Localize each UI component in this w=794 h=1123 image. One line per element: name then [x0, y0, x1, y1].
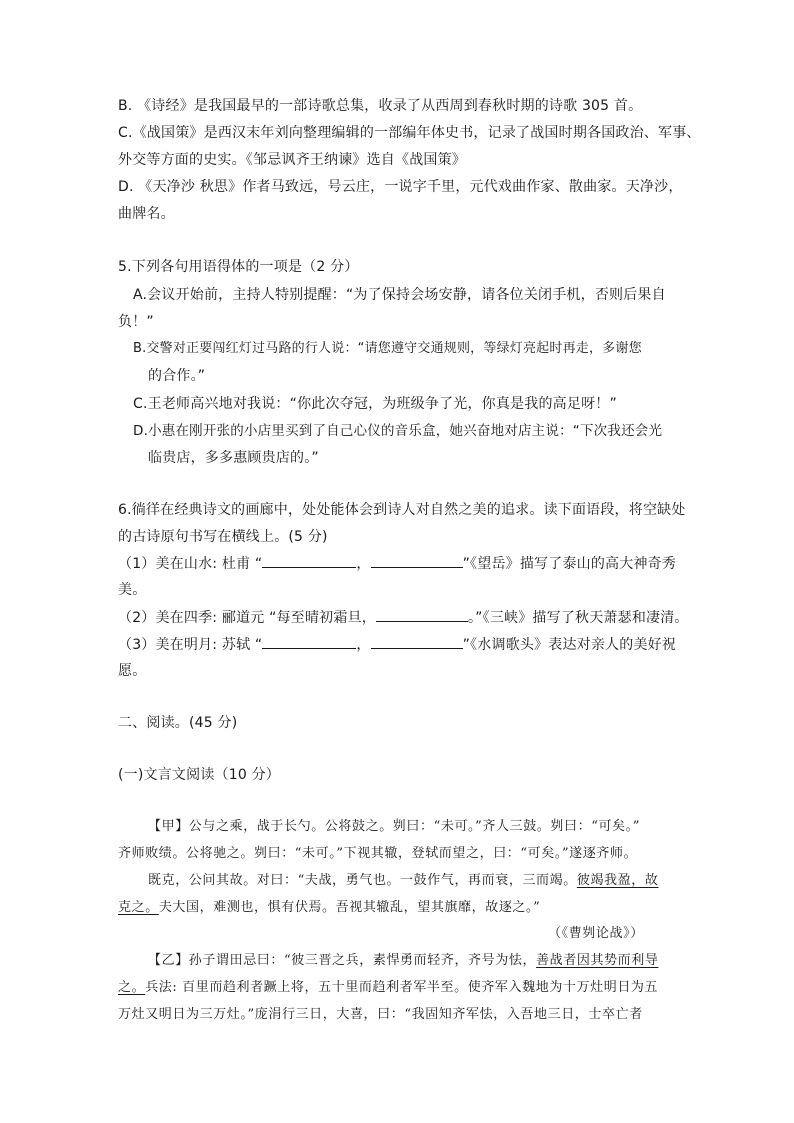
subsection-classical-heading: (一)文言文阅读（10 分）: [118, 767, 280, 783]
question-6-line-1: 6.徜徉在经典诗文的画廊中，处处能体会到诗人对自然之美的追求。读下面语段，将空缺处: [118, 502, 686, 518]
passage-jia-line-3-text: 既克，公问其故。对曰：“夫战，勇气也。一鼓作气，再而衰，三而竭。: [148, 873, 577, 888]
q5-option-a-line-1: A.会议开始前，主持人特别提醒：“为了保持会场安静，请各位关闭手机，否则后果自: [133, 287, 666, 303]
passage-jia-line-4: [118, 898, 540, 918]
q6-item-1-blank-1[interactable]: [262, 553, 356, 568]
q6-item-1-suffix: ”《望岳》描写了泰山的高大神奇秀: [462, 556, 677, 572]
option-d-line-2: 曲牌名。: [118, 206, 175, 222]
q6-item-3-blank-1[interactable]: [262, 634, 356, 649]
passage-jia-line-1: 【甲】公与之乘，战于长勺。公将鼓之。刿曰：“未可。”齐人三鼓。刿曰：“可矣。”: [148, 819, 640, 834]
passage-yi-line-1-text: 【乙】孙子谓田忌曰：“彼三晋之兵，素悍勇而轻齐，齐号为怯，: [148, 953, 537, 968]
q6-item-3-blank-2[interactable]: [371, 634, 463, 649]
question-5-title: 5.下列各句用语得体的一项是（2 分）: [118, 259, 359, 275]
q6-item-2-blank[interactable]: [376, 607, 468, 622]
passage-yi-line-2-text: 兵法: 百里而趋利者蹶上将，五十里而趋利者军半至。使齐军入魏地为十万灶明日为五: [145, 980, 659, 995]
q6-item-3-suffix: ”《水调歌头》表达对亲人的美好祝: [462, 637, 677, 653]
underlined-sentence-jia-part-2: 克之。: [118, 900, 159, 915]
section-2-heading: 二、阅读。(45 分): [118, 715, 238, 731]
underlined-sentence-yi-part-2: 之。: [118, 980, 146, 995]
passage-yi-line-2: [118, 978, 658, 998]
passage-jia-source: （《曹刿论战》）: [548, 926, 644, 941]
passage-yi-line-1: [148, 951, 658, 971]
q5-option-c-line: C.王老师高兴地对我说：“你此次夺冠，为班级争了光，你真是我的高足呀！”: [133, 396, 617, 412]
q6-item-3-comma: ，: [356, 637, 371, 653]
q5-option-b-line-2: 的合作。”: [148, 368, 206, 384]
q5-option-a-line-2: 负！”: [118, 314, 154, 330]
q6-item-1-line-1: [118, 553, 676, 574]
q6-item-2-line: [118, 607, 689, 628]
q6-item-3-line-1: [118, 634, 676, 655]
passage-jia-line-3: [148, 871, 658, 891]
passage-yi-line-3: 万灶又明日为三万灶。”庞涓行三日，大喜，曰：“我固知齐军怯，入吾地三日，士卒亡者: [118, 1007, 643, 1022]
q6-item-3-line-2: 愿。: [118, 663, 147, 679]
q5-option-b-line-1: B.交警对正要闯红灯过马路的行人说：“请您遵守交通规则，等绿灯亮起时再走，多谢您: [133, 341, 642, 356]
q5-option-d-line-2: 临贵店，多多惠顾贵店的。”: [148, 450, 319, 466]
option-d-line-1: D. 《天净沙 秋思》作者马致远，号云庄，一说字千里，元代戏曲作家、散曲家。天净沙，: [118, 179, 683, 195]
q6-item-2-suffix: 。”《三峡》描写了秋天萧瑟和凄清。: [467, 610, 689, 626]
q6-item-1-line-2: 美。: [118, 582, 147, 598]
option-b-line: B. 《诗经》是我国最早的一部诗歌总集，收录了从西周到春秋时期的诗歌 305 首。: [118, 98, 643, 114]
question-6-line-2: 的古诗原句书写在横线上。(5 分): [118, 529, 328, 545]
q5-option-d-line-1: D.小惠在刚开张的小店里买到了自己心仪的音乐盒，她兴奋地对店主说：“下次我还会光: [133, 423, 663, 439]
q6-item-1-comma: ，: [356, 556, 371, 572]
option-c-line-2: 外交等方面的史实。《邹忌讽齐王纳谏》选自《战国策》: [118, 152, 466, 168]
passage-jia-line-4-text: 夫大国，难测也，惧有伏焉。吾视其辙乱，望其旗靡，故逐之。”: [158, 900, 541, 915]
option-c-line-1: C.《战国策》是西汉末年刘向整理编辑的一部编年体史书，记录了战国时期各国政治、军事、: [118, 125, 701, 141]
q6-item-2-prefix: （2）美在四季: 郦道元 “每至晴初霜旦，: [118, 610, 376, 626]
q6-item-1-prefix: （1）美在山水: 杜甫 “: [118, 556, 263, 572]
q6-item-1-blank-2[interactable]: [371, 553, 463, 568]
passage-jia-line-2: 齐师败绩。公将驰之。刿曰：“未可。”下视其辙，登轼而望之，曰：“可矣。”遂逐齐师。: [118, 846, 638, 861]
q6-item-3-prefix: （3）美在明月: 苏轼 “: [118, 637, 263, 653]
underlined-sentence-yi-part-1: 善战者因其势而利导: [536, 953, 659, 968]
underlined-sentence-jia-part-1: 彼竭我盈，故: [576, 873, 659, 888]
